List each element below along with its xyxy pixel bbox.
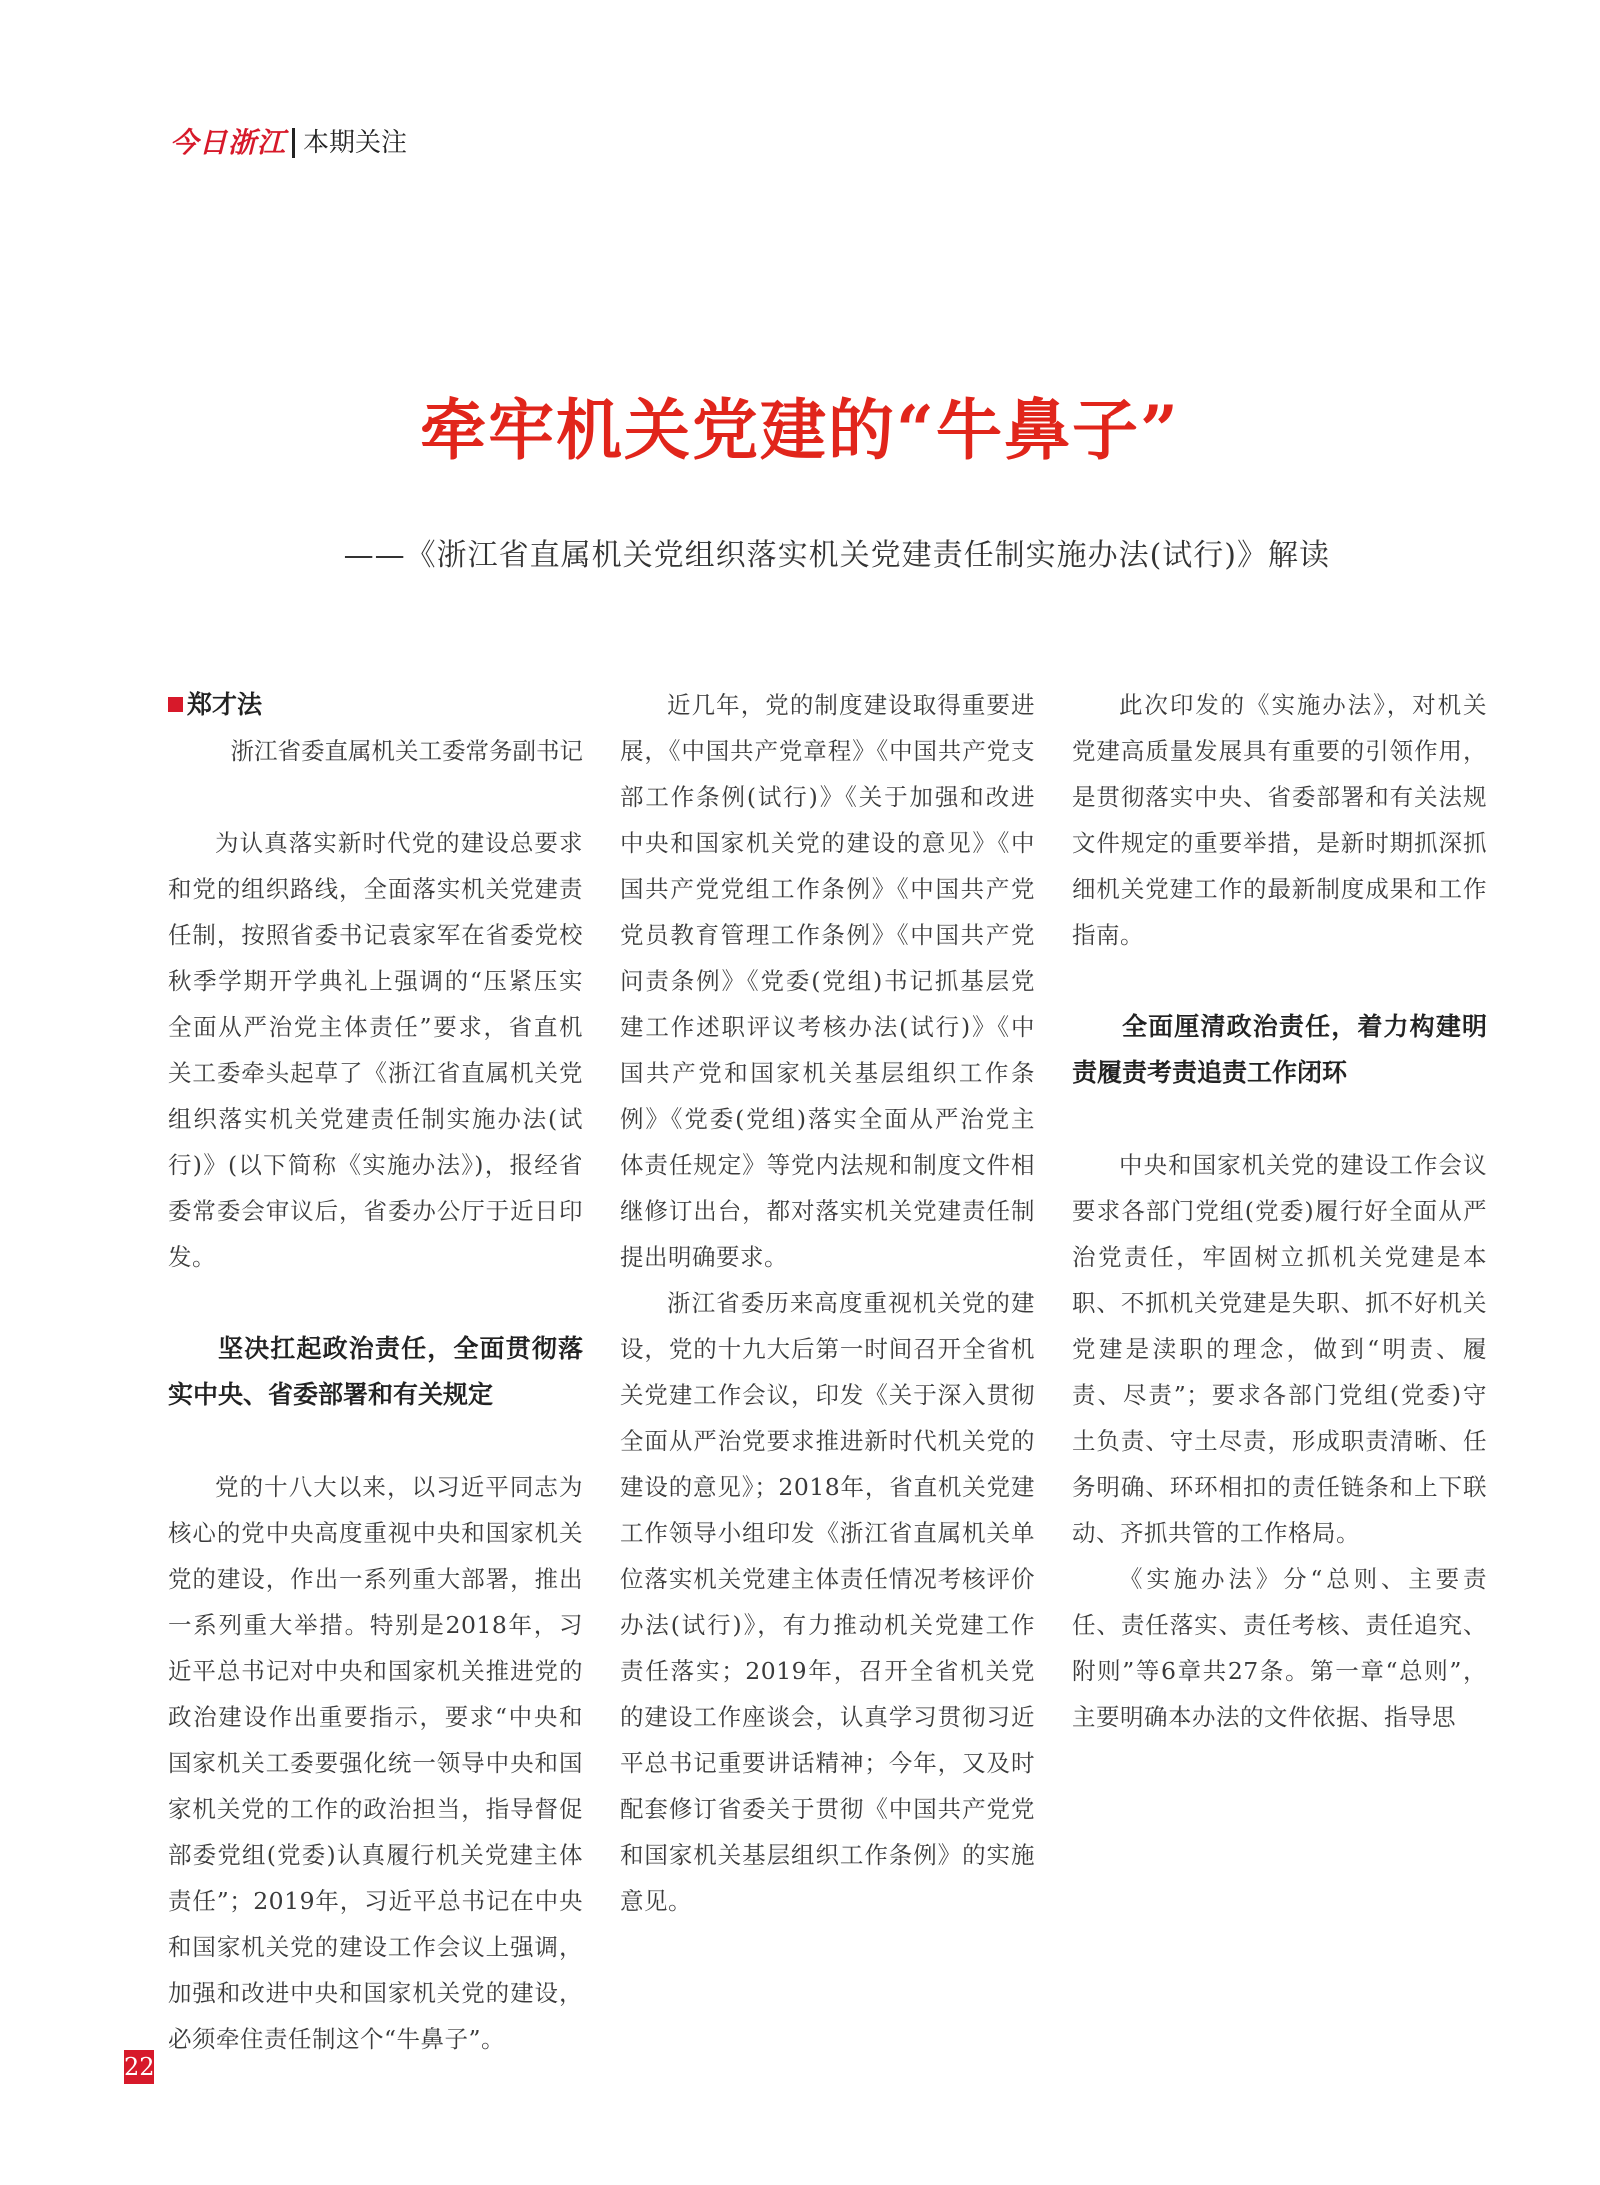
- column-1: [168, 682, 583, 2062]
- paragraph-1: 党的十八大以来，以习近平同志为核心的党中央高度重视中央和国家机关党的建设，作出一系列重大部署，推出一系列重大举措。特别是2018年，习近平总书记对中央和国家机关推进党的政治建设作出重要指示，要求“中央和国家机关工委要强化统一领导中央和国家机关党的工作的政治担当，指导督促部委党组(党委)认真履行机关党建主体责任”；2019年，习近平总书记在中央和国家机关党的建设工作会议上强调，加强和改进中央和国家机关党的建设，必须牵住责任制这个“牛鼻子”。: [168, 1473, 583, 2053]
- author-marker-icon: [168, 697, 183, 712]
- page-number: 22: [124, 2050, 154, 2084]
- spacer: [168, 1280, 583, 1326]
- author-title: 浙江省委直属机关工委常务副书记: [230, 737, 583, 765]
- section-heading-1: 坚决扛起政治责任，全面贯彻落实中央、省委部署和有关规定: [168, 1334, 583, 1409]
- magazine-logo: 今日浙江: [170, 126, 287, 159]
- column-3: [1072, 682, 1487, 1740]
- author-line: [168, 682, 583, 728]
- paragraph-4: 此次印发的《实施办法》，对机关党建高质量发展具有重要的引领作用，是贯彻落实中央、省委部署和有关法规文件规定的重要举措，是新时期抓深抓细机关党建工作的最新制度成果和工作指南。: [1072, 691, 1487, 949]
- section-heading-2: 全面厘清政治责任，着力构建明责履责考责追责工作闭环: [1072, 1012, 1487, 1087]
- paragraph-5: 中央和国家机关党的建设工作会议要求各部门党组(党委)履行好全面从严治党责任，牢固树立抓机关党建是本职、不抓机关党建是失职、抓不好机关党建是渎职的理念，做到“明责、履责、尽责”；要求各部门党组(党委)守土负责、守土尽责，形成职责清晰、任务明确、环环相扣的责任链条和上下联动、齐抓共管的工作格局。: [1072, 1151, 1487, 1547]
- spacer: [1072, 1096, 1487, 1142]
- paragraph-3: 浙江省委历来高度重视机关党的建设，党的十九大后第一时间召开全省机关党建工作会议，印发《关于深入贯彻全面从严治党要求推进新时代机关党的建设的意见》；2018年，省直机关党建工作领导小组印发《浙江省直属机关单位落实机关党建主体责任情况考核评价办法(试行)》，有力推动机关党建工作责任落实；2019年，召开全省机关党的建设工作座谈会，认真学习贯彻习近平总书记重要讲话精神；今年，又及时配套修订省委关于贯彻《中国共产党党和国家机关基层组织工作条例》的实施意见。: [620, 1289, 1035, 1915]
- column-2: [620, 682, 1035, 1924]
- section-name: 本期关注: [303, 128, 408, 158]
- intro-paragraph: 为认真落实新时代党的建设总要求和党的组织路线，全面落实机关党建责任制，按照省委书记袁家军在省委党校秋季学期开学典礼上强调的“压紧压实全面从严治党主体责任”要求，省直机关工委牵头起草了《浙江省直属机关党组织落实机关党建责任制实施办法(试行)》(以下简称《实施办法》)，报经省委常委会审议后，省委办公厅于近日印发。: [168, 829, 583, 1271]
- article-title: 牵牢机关党建的“牛鼻子”: [420, 391, 1180, 469]
- spacer: [168, 774, 583, 820]
- spacer: [168, 1418, 583, 1464]
- spacer: [1072, 958, 1487, 1004]
- page-header: [170, 125, 407, 161]
- paragraph-6: 《实施办法》分“总则、主要责任、责任落实、责任考核、责任追究、附则”等6章共27条。第一章“总则”，主要明确本办法的文件依据、指导思: [1072, 1565, 1487, 1731]
- header-divider: [292, 128, 295, 158]
- article-subtitle: ——《浙江省直属机关党组织落实机关党建责任制实施办法(试行)》解读: [343, 538, 1330, 573]
- author-name: 郑才法: [187, 690, 263, 719]
- paragraph-2: 近几年，党的制度建设取得重要进展，《中国共产党章程》《中国共产党支部工作条例(试行)》《关于加强和改进中央和国家机关党的建设的意见》《中国共产党党组工作条例》《中国共产党党员教育管理工作条例》《中国共产党问责条例》《党委(党组)书记抓基层党建工作述职评议考核办法(试行)》《中国共产党和国家机关基层组织工作条例》《党委(党组)落实全面从严治党主体责任规定》等党内法规和制度文件相继修订出台，都对落实机关党建责任制提出明确要求。: [620, 691, 1035, 1271]
